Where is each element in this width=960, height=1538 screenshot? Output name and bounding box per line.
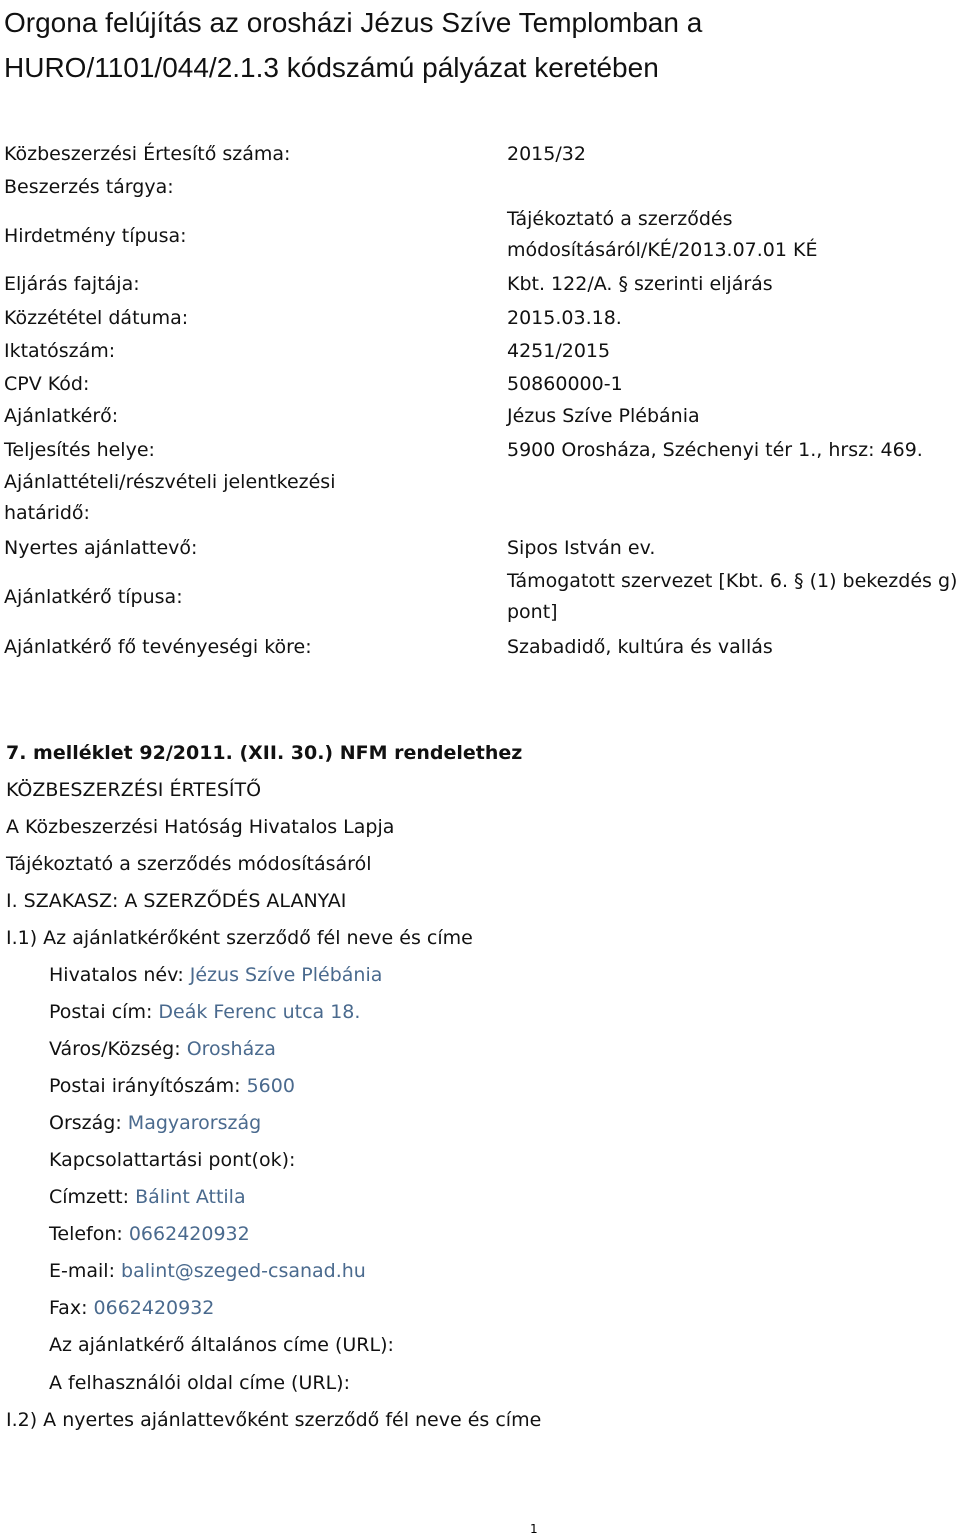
field-value: 5600 (246, 1075, 295, 1097)
field-value: 0662420932 (128, 1223, 250, 1245)
meta-value: Jézus Szíve Plébánia (507, 405, 700, 427)
field-value: Bálint Attila (135, 1186, 246, 1208)
field-value: Orosháza (186, 1038, 276, 1060)
meta-label: Beszerzés tárgya: (4, 176, 174, 198)
page-number: 1 (530, 1522, 538, 1536)
field-value: Jézus Szíve Plébánia (189, 964, 383, 986)
section-heading: I. SZAKASZ: A SZERZŐDÉS ALANYAI (6, 890, 347, 912)
meta-value: 2015/32 (507, 143, 586, 165)
gazette-subtitle: A Közbeszerzési Hatóság Hivatalos Lapja (6, 816, 395, 838)
meta-value: Szabadidő, kultúra és vallás (507, 636, 773, 658)
meta-value: 50860000-1 (507, 373, 623, 395)
meta-label: Hirdetmény típusa: (4, 225, 187, 247)
meta-label: Nyertes ajánlattevő: (4, 537, 198, 559)
meta-label: Teljesítés helye: (4, 439, 155, 461)
meta-value: Támogatott szervezet [Kbt. 6. § (1) bekezdés g) pont] (507, 570, 958, 623)
field-value: Magyarország (127, 1112, 262, 1134)
meta-label: Ajánlatkérő: (4, 405, 119, 427)
notice-type: Tájékoztató a szerződés módosításáról (6, 853, 372, 875)
subsection-heading: I.1) Az ajánlatkérőként szerződő fél neve és címe (6, 927, 473, 949)
field-postcode: Postai irányítószám: 5600 (49, 1075, 295, 1097)
meta-value: 4251/2015 (507, 340, 611, 362)
field-city: Város/Község: Orosháza (49, 1038, 276, 1060)
meta-label: Ajánlatkérő fő tevényeségi köre: (4, 636, 312, 658)
meta-label: Eljárás fajtája: (4, 273, 140, 295)
field-country: Ország: Magyarország (49, 1112, 262, 1134)
field-phone: Telefon: 0662420932 (49, 1223, 250, 1245)
document-title: Orgona felújítás az orosházi Jézus Szíve Templomban a HURO/1101/044/2.1.3 kódszámú pályázat keretében (4, 7, 703, 83)
meta-value: Sipos István ev. (507, 537, 656, 559)
field-value: 0662420932 (93, 1297, 215, 1319)
field-value: Deák Ferenc utca 18. (158, 1001, 361, 1023)
annex-reference: 7. melléklet 92/2011. (XII. 30.) NFM rendelethez (6, 742, 523, 764)
meta-label: Közbeszerzési Értesítő száma: (4, 143, 291, 165)
meta-value: 2015.03.18. (507, 307, 622, 329)
field-email: E-mail: balint@szeged-csanad.hu (49, 1260, 366, 1282)
meta-label: Közzététel dátuma: (4, 307, 189, 329)
meta-label: Iktatószám: (4, 340, 116, 362)
meta-value: Tájékoztató a szerződés módosításáról/KÉ/2013.07.01 KÉ (507, 208, 818, 261)
metadata-table (0, 0, 960, 680)
field-official-name: Hivatalos név: Jézus Szíve Plébánia (49, 964, 383, 986)
meta-label: CPV Kód: (4, 373, 90, 395)
meta-label: Ajánlattételi/részvételi jelentkezési határidő: (4, 471, 336, 524)
field-buyer-profile-url: A felhasználói oldal címe (URL): (49, 1372, 350, 1394)
field-value: balint@szeged-csanad.hu (121, 1260, 366, 1282)
field-fax: Fax: 0662420932 (49, 1297, 215, 1319)
meta-value: 5900 Orosháza, Széchenyi tér 1., hrsz: 469. (507, 439, 923, 461)
field-general-url: Az ajánlatkérő általános címe (URL): (49, 1334, 394, 1356)
subsection-heading: I.2) A nyertes ajánlattevőként szerződő fél neve és címe (6, 1409, 542, 1431)
meta-label: Ajánlatkérő típusa: (4, 586, 183, 608)
field-contact-points: Kapcsolattartási pont(ok): (49, 1149, 296, 1171)
field-postal-address: Postai cím: Deák Ferenc utca 18. (49, 1001, 361, 1023)
gazette-name: KÖZBESZERZÉSI ÉRTESÍTŐ (6, 779, 262, 801)
meta-value: Kbt. 122/A. § szerinti eljárás (507, 273, 773, 295)
field-addressee: Címzett: Bálint Attila (49, 1186, 246, 1208)
